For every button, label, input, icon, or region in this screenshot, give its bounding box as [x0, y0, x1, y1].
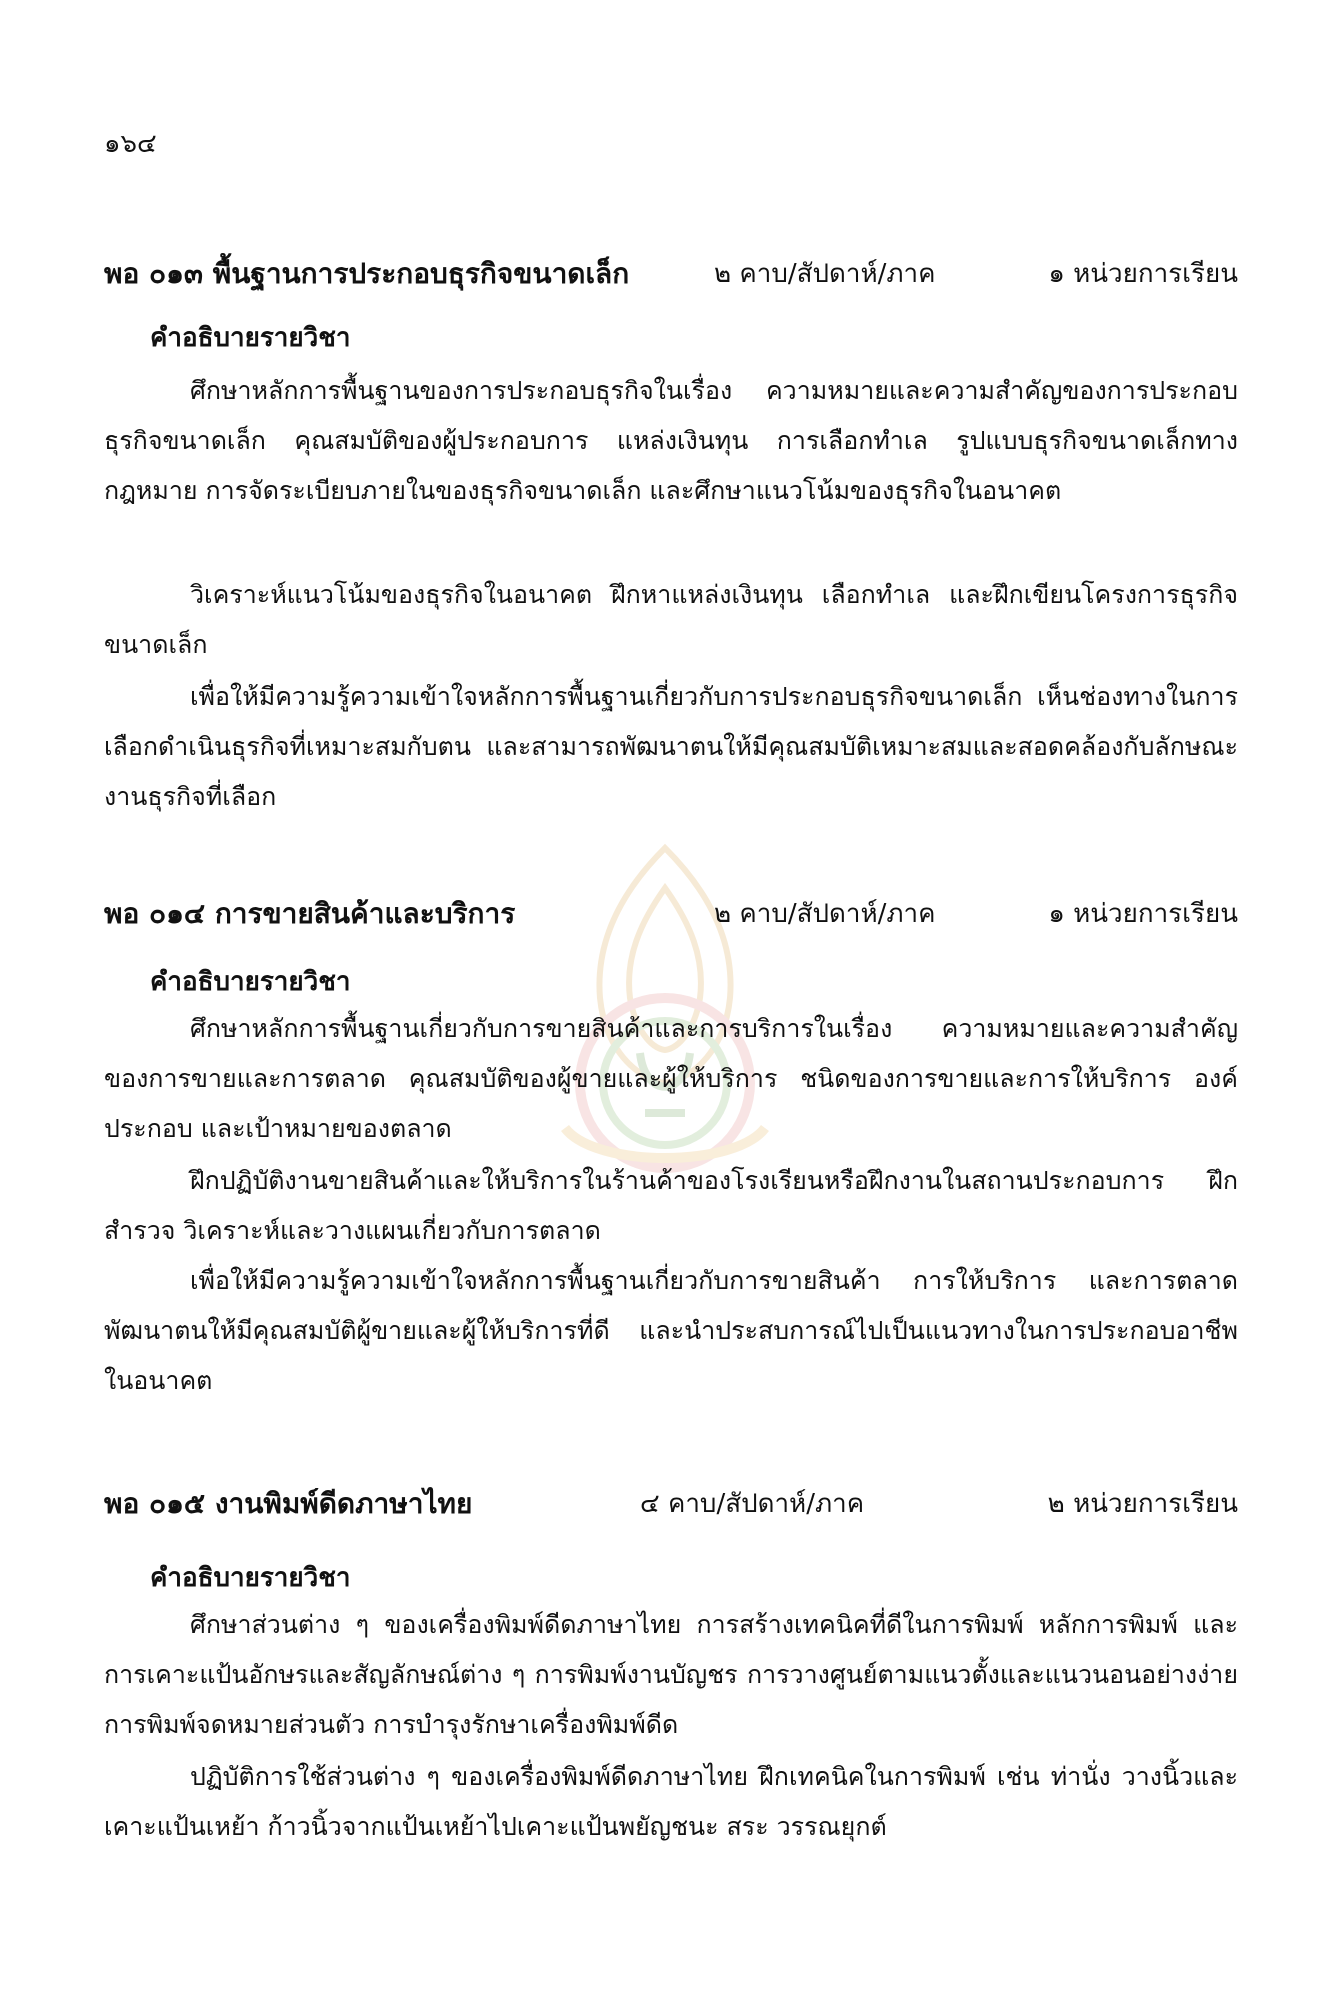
description-paragraph: วิเคราะห์แนวโน้มของธุรกิจในอนาคต ฝึกหาแหล่งเงินทุน เลือกทำเล และฝึกเขียนโครงการธุรกิจขนาดเล็ก: [104, 580, 1238, 659]
course-credits: ๑ หน่วยการเรียน: [1048, 899, 1238, 929]
course-credits: ๒ หน่วยการเรียน: [1047, 1489, 1238, 1519]
course-code-title: พอ ๐๑๓ พื้นฐานการประกอบธุรกิจขนาดเล็ก: [104, 257, 630, 290]
course-header: [104, 894, 1238, 934]
course-header: [104, 1484, 1238, 1524]
course-hours: ๒ คาบ/สัปดาห์/ภาค: [714, 259, 936, 289]
description-paragraph: ศึกษาหลักการพื้นฐานของการประกอบธุรกิจในเรื่อง ความหมายและความสำคัญของการประกอบธุรกิจขนาดเล็ก คุณสมบัติของผู้ประกอบการ แหล่งเงินทุน การเลือกทำเล รูปแบบธุรกิจขนาดเล็กทางกฎหมาย การจัดระเบียบภายในของธุรกิจขนาดเล็ก และศึกษาแนวโน้มของธุรกิจในอนาคต: [104, 376, 1238, 505]
description-paragraph: เพื่อให้มีความรู้ความเข้าใจหลักการพื้นฐานเกี่ยวกับการขายสินค้า การให้บริการ และการตลาด พัฒนาตนให้มีคุณสมบัติผู้ขายและผู้ให้บริการที่ดี และนำประสบการณ์ไปเป็นแนวทางในการประกอบอาชีพในอนาคต: [104, 1266, 1238, 1395]
course-hours: ๒ คาบ/สัปดาห์/ภาค: [714, 899, 936, 929]
description-heading: คำอธิบายรายวิชา: [150, 967, 351, 997]
description-paragraph: ฝึกปฏิบัติงานขายสินค้าและให้บริการในร้านค้าของโรงเรียนหรือฝึกงานในสถานประกอบการ ฝึกสำรวจ วิเคราะห์และวางแผนเกี่ยวกับการตลาด: [104, 1166, 1238, 1245]
description-paragraph: ศึกษาหลักการพื้นฐานเกี่ยวกับการขายสินค้าและการบริการในเรื่อง ความหมายและความสำคัญของการขายและการตลาด คุณสมบัติของผู้ขายและผู้ให้บริการ ชนิดของการขายและการให้บริการ องค์ประกอบ และเป้าหมายของตลาด: [104, 1014, 1238, 1143]
description-heading: คำอธิบายรายวิชา: [150, 1563, 351, 1593]
description-heading: คำอธิบายรายวิชา: [150, 323, 351, 353]
course-code-title: พอ ๐๑๔ การขายสินค้าและบริการ: [104, 897, 516, 930]
page-number: ๑๖๔: [104, 129, 157, 159]
description-paragraph: เพื่อให้มีความรู้ความเข้าใจหลักการพื้นฐานเกี่ยวกับการประกอบธุรกิจขนาดเล็ก เห็นช่องทางในการเลือกดำเนินธุรกิจที่เหมาะสมกับตน และสามารถพัฒนาตนให้มีคุณสมบัติเหมาะสมและสอดคล้องกับลักษณะงานธุรกิจที่เลือก: [104, 682, 1238, 811]
description-paragraph: ปฏิบัติการใช้ส่วนต่าง ๆ ของเครื่องพิมพ์ดีดภาษาไทย ฝึกเทคนิคในการพิมพ์ เช่น ท่านั่ง วางนิ้วและเคาะแป้นเหย้า ก้าวนิ้วจากแป้นเหย้าไปเคาะแป้นพยัญชนะ สระ วรรณยุกต์: [104, 1762, 1238, 1841]
course-credits: ๑ หน่วยการเรียน: [1048, 259, 1238, 289]
course-hours: ๔ คาบ/สัปดาห์/ภาค: [640, 1489, 865, 1519]
course-header: [104, 254, 1238, 294]
course-code-title: พอ ๐๑๕ งานพิมพ์ดีดภาษาไทย: [104, 1487, 473, 1520]
description-paragraph: ศึกษาส่วนต่าง ๆ ของเครื่องพิมพ์ดีดภาษาไทย การสร้างเทคนิคที่ดีในการพิมพ์ หลักการพิมพ์ และการเคาะแป้นอักษรและสัญลักษณ์ต่าง ๆ การพิมพ์งานบัญชร การวางศูนย์ตามแนวตั้งและแนวนอนอย่างง่าย การพิมพ์จดหมายส่วนตัว การบำรุงรักษาเครื่องพิมพ์ดีด: [104, 1610, 1238, 1739]
